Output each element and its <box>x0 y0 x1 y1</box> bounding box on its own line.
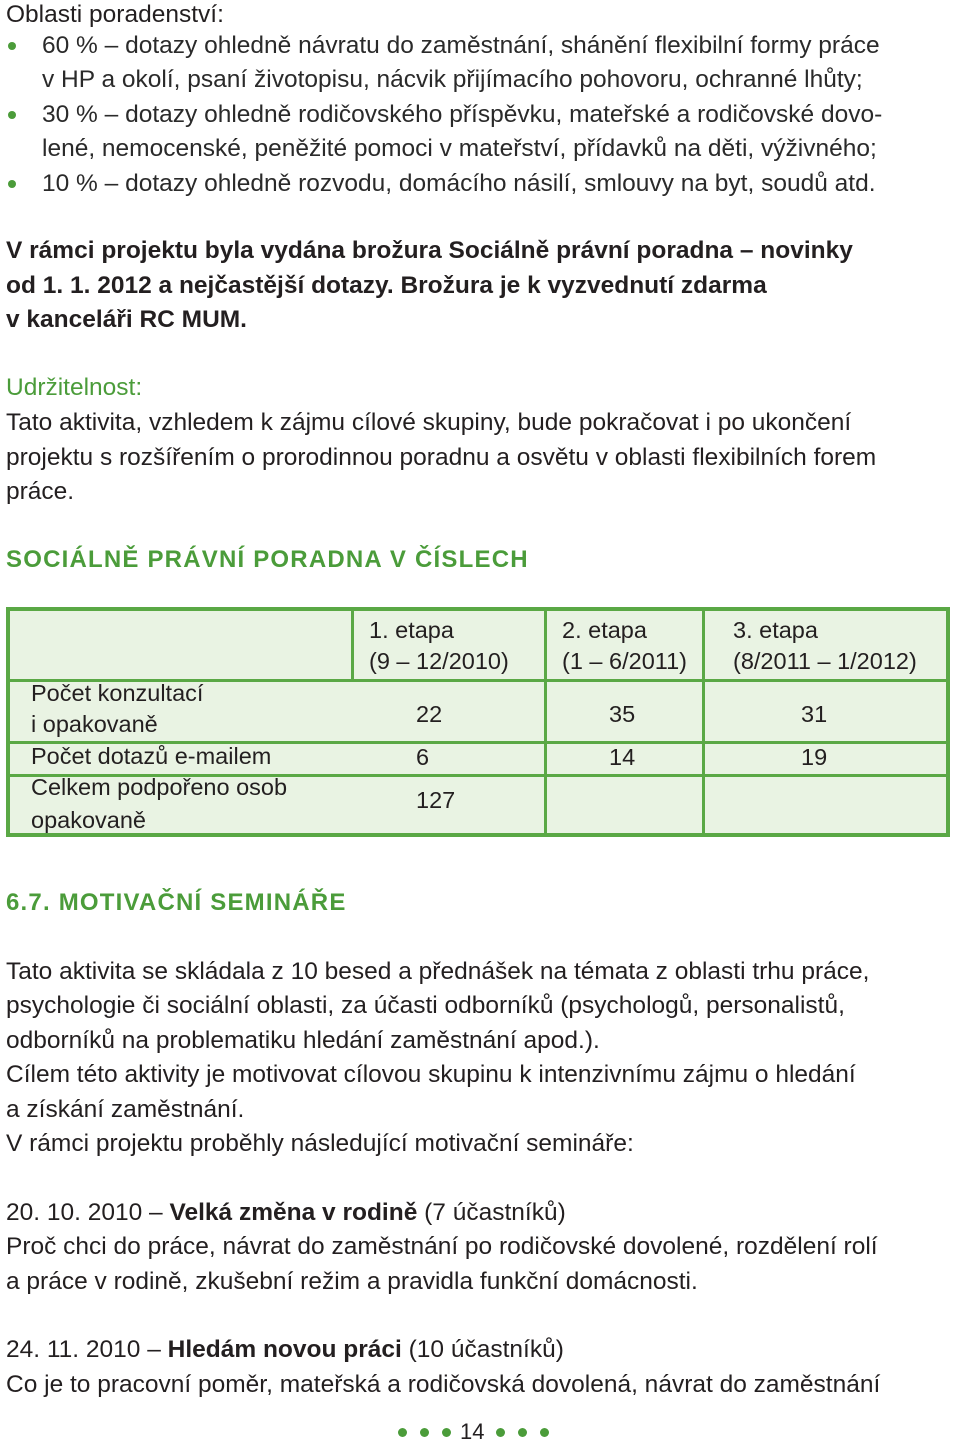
stats-table <box>6 607 950 837</box>
brochure-line: V rámci projektu byla vydána brožura Sociálně právní poradna – novinky <box>6 237 853 264</box>
seminars-number: 6.7. <box>6 889 51 916</box>
footer-dot-icon <box>540 1428 549 1437</box>
brochure-line: od 1. 1. 2012 a nejčastější dotazy. Brožura je k vyzvednutí zdarma <box>6 272 767 299</box>
sustainability-line: projektu s rozšířením o prorodinnou poradnu a osvětu v oblasti flexibilních forem <box>6 444 877 471</box>
seminars-paragraph-line: odborníků na problematiku hledání zaměstnání apod.). <box>6 1027 600 1054</box>
table-row-label: Počet konzultací <box>31 680 204 706</box>
footer-dot-icon <box>442 1428 451 1437</box>
bullet-line: 60 % – dotazy ohledně návratu do zaměstnání, shánění flexibilní formy práce <box>42 32 880 59</box>
seminar-participants: (10 účastníků) <box>401 1336 564 1363</box>
bullet-icon <box>8 111 16 119</box>
bullet-icon <box>8 180 16 188</box>
table-row-label: opakovaně <box>31 807 146 833</box>
sustainability-heading: Udržitelnost: <box>6 374 143 401</box>
bullet-line: 10 % – dotazy ohledně rozvodu, domácího násilí, smlouvy na byt, soudů atd. <box>42 170 876 197</box>
seminars-paragraph-line: Cílem této aktivity je motivovat cílovou skupinu k intenzivnímu zájmu o hledání <box>6 1061 856 1088</box>
table-border-left <box>6 607 10 837</box>
table-header-label: 1. etapa <box>369 617 454 643</box>
seminar-description-line: a práce v rodině, zkušební režim a pravidla funkční domácnosti. <box>6 1268 698 1295</box>
table-border-right <box>946 607 950 837</box>
intro-heading: Oblasti poradenství: <box>6 1 224 28</box>
table-cell-value: 6 <box>416 744 430 770</box>
footer-dot-icon <box>518 1428 527 1437</box>
seminar-item-title <box>6 1198 566 1228</box>
seminar-description-line: Co je to pracovní poměr, mateřská a rodičovská dovolená, návrat do zaměstnání <box>6 1371 881 1398</box>
table-row-label: i opakovaně <box>31 711 158 737</box>
table-col-divider <box>544 607 547 837</box>
table-cell-value: 19 <box>801 744 828 770</box>
bullet-icon <box>8 42 16 50</box>
table-cell-value: 14 <box>609 744 636 770</box>
bullet-line: 30 % – dotazy ohledně rodičovského příspěvku, mateřské a rodičovské dovo- <box>42 101 883 128</box>
seminars-paragraph-line: a získání zaměstnání. <box>6 1096 245 1123</box>
seminars-paragraph-line: V rámci projektu proběhly následující motivační semináře: <box>6 1130 634 1157</box>
seminar-participants: (7 účastníků) <box>417 1199 566 1226</box>
seminar-description-line: Proč chci do práce, návrat do zaměstnání po rodičovské dovolené, rozdělení rolí <box>6 1233 878 1260</box>
footer-dot-icon <box>496 1428 505 1437</box>
table-col-divider <box>702 607 705 837</box>
table-header-period: (1 – 6/2011) <box>562 648 687 674</box>
seminar-item-title <box>6 1335 564 1365</box>
footer-dot-icon <box>420 1428 429 1437</box>
bullet-line: lené, nemocenské, peněžité pomoci v mateřství, přídavků na děti, výživného; <box>42 135 877 162</box>
seminars-paragraph-line: Tato aktivita se skládala z 10 besed a přednášek na témata z oblasti trhu práce, <box>6 958 870 985</box>
table-header-label: 2. etapa <box>562 617 647 643</box>
bullet-line: v HP a okolí, psaní životopisu, nácvik přijímacího pohovoru, ochranné lhůty; <box>42 66 863 93</box>
table-header-period: (9 – 12/2010) <box>369 648 509 674</box>
table-cell-value: 22 <box>416 701 443 727</box>
table-cell-value: 35 <box>609 701 636 727</box>
table-header-period: (8/2011 – 1/2012) <box>733 648 917 674</box>
sustainability-line: práce. <box>6 478 75 505</box>
table-cell-value: 127 <box>416 787 456 813</box>
section-title: SOCIÁLNĚ PRÁVNÍ PORADNA V ČÍSLECH <box>6 546 529 573</box>
seminars-paragraph-line: psychologie či sociální oblasti, za účasti odborníků (psychologů, personalistů, <box>6 992 845 1019</box>
seminar-date: 24. 11. 2010 – <box>6 1336 168 1363</box>
brochure-line: v kanceláři RC MUM. <box>6 306 247 333</box>
table-col-divider <box>351 607 354 679</box>
table-cell-value: 31 <box>801 701 828 727</box>
seminar-name: Hledám novou práci <box>167 1336 402 1363</box>
footer-dot-icon <box>398 1428 407 1437</box>
table-header-label: 3. etapa <box>733 617 818 643</box>
seminar-name: Velká změna v rodině <box>169 1199 418 1226</box>
table-border-top <box>6 607 950 611</box>
table-border-bottom <box>6 833 950 837</box>
sustainability-line: Tato aktivita, vzhledem k zájmu cílové skupiny, bude pokračovat i po ukončení <box>6 409 852 436</box>
seminars-heading <box>6 888 347 918</box>
table-row-label: Celkem podpořeno osob <box>31 774 288 800</box>
seminar-date: 20. 10. 2010 – <box>6 1199 170 1226</box>
seminars-title: MOTIVAČNÍ SEMINÁŘE <box>58 889 347 916</box>
table-row-label: Počet dotazů e-mailem <box>31 743 272 769</box>
page-number: 14 <box>460 1419 485 1444</box>
